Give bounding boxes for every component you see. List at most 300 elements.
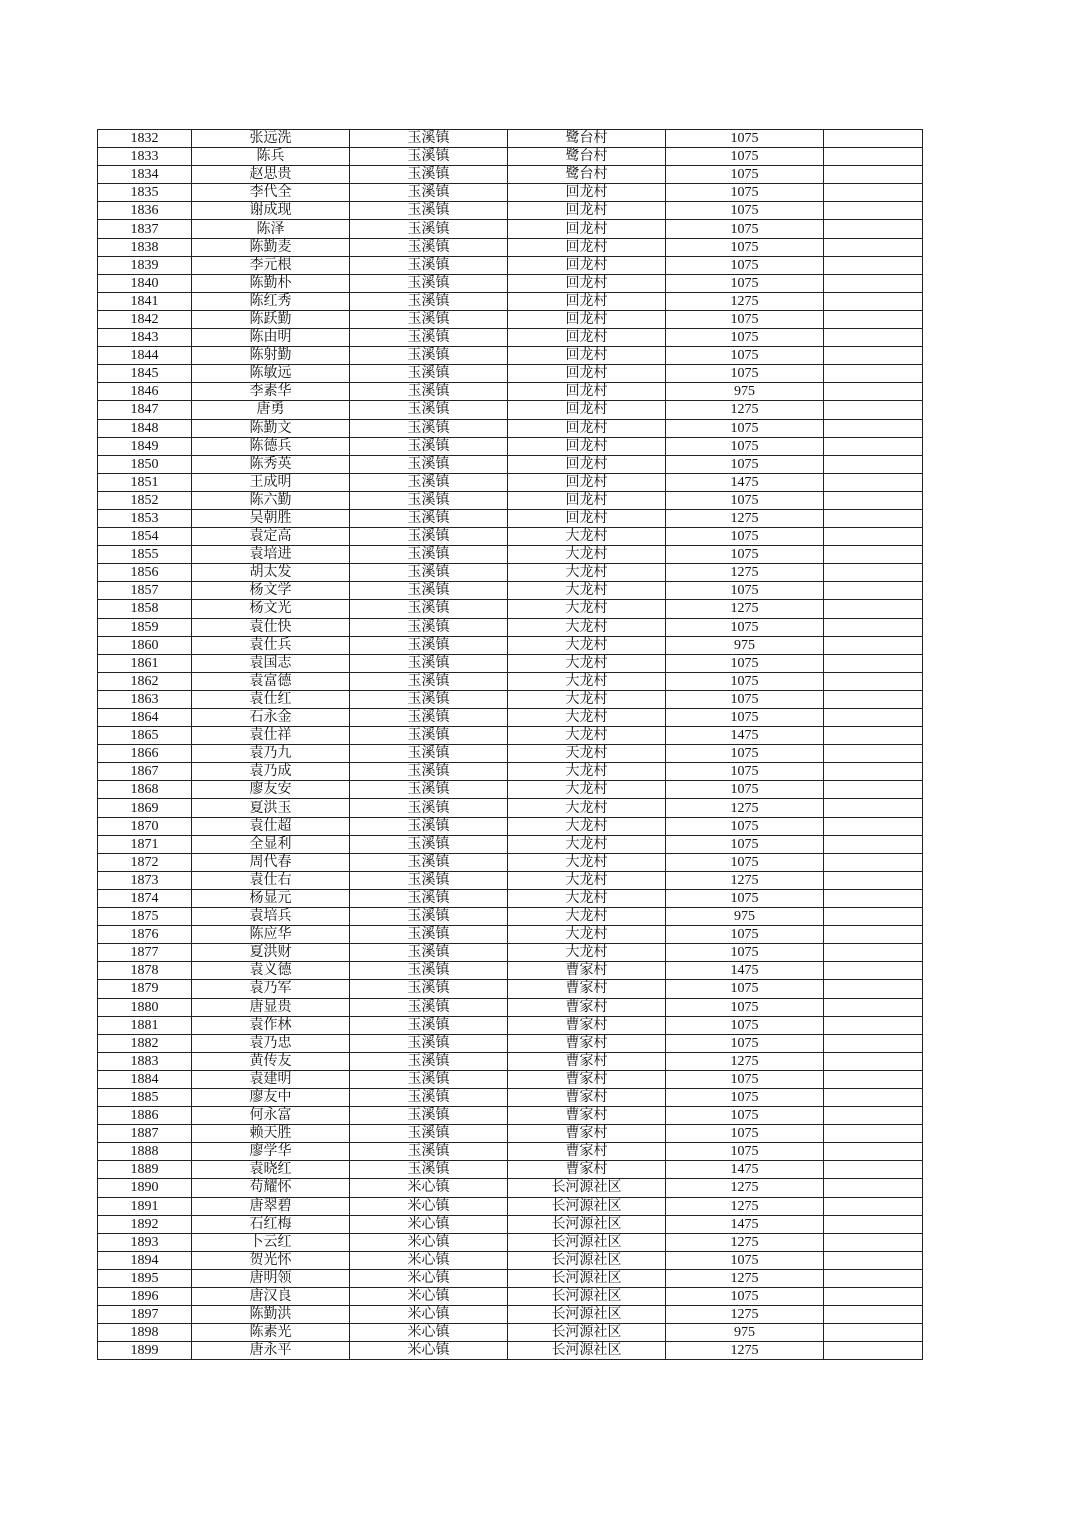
- town-cell: 玉溪镇: [350, 763, 508, 781]
- name-cell: 陈勤洪: [192, 1306, 350, 1324]
- name-cell: 苟耀怀: [192, 1179, 350, 1197]
- subsidy-table: [97, 129, 923, 1360]
- name-cell: 袁仕红: [192, 690, 350, 708]
- remark-cell: [824, 781, 923, 799]
- amount-cell: 1075: [666, 455, 824, 473]
- town-cell: 玉溪镇: [350, 310, 508, 328]
- serial-cell: 1891: [98, 1197, 192, 1215]
- remark-cell: [824, 365, 923, 383]
- village-cell: 大龙村: [508, 817, 666, 835]
- town-cell: 玉溪镇: [350, 1052, 508, 1070]
- amount-cell: 1075: [666, 763, 824, 781]
- town-cell: 玉溪镇: [350, 1070, 508, 1088]
- village-cell: 回龙村: [508, 473, 666, 491]
- name-cell: 赖天胜: [192, 1125, 350, 1143]
- village-cell: 鹭台村: [508, 130, 666, 148]
- village-cell: 曹家村: [508, 1034, 666, 1052]
- name-cell: 袁仕祥: [192, 727, 350, 745]
- name-cell: 王成明: [192, 473, 350, 491]
- remark-cell: [824, 763, 923, 781]
- village-cell: 大龙村: [508, 709, 666, 727]
- remark-cell: [824, 546, 923, 564]
- name-cell: 袁培进: [192, 546, 350, 564]
- serial-cell: 1835: [98, 184, 192, 202]
- table-row: [98, 274, 923, 292]
- amount-cell: 1075: [666, 835, 824, 853]
- village-cell: 曹家村: [508, 962, 666, 980]
- table-row: [98, 1233, 923, 1251]
- remark-cell: [824, 1052, 923, 1070]
- village-cell: 曹家村: [508, 1107, 666, 1125]
- remark-cell: [824, 238, 923, 256]
- amount-cell: 1275: [666, 292, 824, 310]
- name-cell: 袁仕快: [192, 618, 350, 636]
- remark-cell: [824, 329, 923, 347]
- amount-cell: 1075: [666, 329, 824, 347]
- table-row: [98, 980, 923, 998]
- village-cell: 大龙村: [508, 564, 666, 582]
- name-cell: 袁乃九: [192, 745, 350, 763]
- village-cell: 大龙村: [508, 889, 666, 907]
- town-cell: 玉溪镇: [350, 835, 508, 853]
- village-cell: 大龙村: [508, 781, 666, 799]
- amount-cell: 1075: [666, 365, 824, 383]
- remark-cell: [824, 1161, 923, 1179]
- name-cell: 唐勇: [192, 401, 350, 419]
- town-cell: 玉溪镇: [350, 1125, 508, 1143]
- village-cell: 长河源社区: [508, 1215, 666, 1233]
- town-cell: 米心镇: [350, 1215, 508, 1233]
- remark-cell: [824, 654, 923, 672]
- village-cell: 大龙村: [508, 582, 666, 600]
- town-cell: 玉溪镇: [350, 889, 508, 907]
- serial-cell: 1841: [98, 292, 192, 310]
- remark-cell: [824, 998, 923, 1016]
- village-cell: 回龙村: [508, 310, 666, 328]
- amount-cell: 1075: [666, 1125, 824, 1143]
- remark-cell: [824, 835, 923, 853]
- name-cell: 陈德兵: [192, 437, 350, 455]
- name-cell: 袁仕兵: [192, 636, 350, 654]
- name-cell: 唐永平: [192, 1342, 350, 1360]
- serial-cell: 1888: [98, 1143, 192, 1161]
- table-row: [98, 799, 923, 817]
- amount-cell: 1075: [666, 1107, 824, 1125]
- table-row: [98, 1197, 923, 1215]
- amount-cell: 975: [666, 908, 824, 926]
- village-cell: 长河源社区: [508, 1179, 666, 1197]
- remark-cell: [824, 1197, 923, 1215]
- table-row: [98, 618, 923, 636]
- town-cell: 玉溪镇: [350, 292, 508, 310]
- table-row: [98, 419, 923, 437]
- amount-cell: 1075: [666, 310, 824, 328]
- town-cell: 玉溪镇: [350, 853, 508, 871]
- serial-cell: 1869: [98, 799, 192, 817]
- name-cell: 夏洪玉: [192, 799, 350, 817]
- name-cell: 周代春: [192, 853, 350, 871]
- town-cell: 玉溪镇: [350, 347, 508, 365]
- town-cell: 米心镇: [350, 1251, 508, 1269]
- serial-cell: 1874: [98, 889, 192, 907]
- amount-cell: 1075: [666, 998, 824, 1016]
- amount-cell: 1075: [666, 166, 824, 184]
- name-cell: 夏洪财: [192, 944, 350, 962]
- amount-cell: 1275: [666, 799, 824, 817]
- amount-cell: 1475: [666, 1161, 824, 1179]
- amount-cell: 1475: [666, 962, 824, 980]
- serial-cell: 1840: [98, 274, 192, 292]
- town-cell: 玉溪镇: [350, 202, 508, 220]
- table-row: [98, 1088, 923, 1106]
- amount-cell: 1475: [666, 473, 824, 491]
- remark-cell: [824, 1324, 923, 1342]
- table-row: [98, 1342, 923, 1360]
- table-row: [98, 1052, 923, 1070]
- name-cell: 卜云红: [192, 1233, 350, 1251]
- village-cell: 曹家村: [508, 1052, 666, 1070]
- amount-cell: 1075: [666, 148, 824, 166]
- name-cell: 陈红秀: [192, 292, 350, 310]
- town-cell: 玉溪镇: [350, 238, 508, 256]
- amount-cell: 1075: [666, 546, 824, 564]
- village-cell: 曹家村: [508, 1125, 666, 1143]
- amount-cell: 1275: [666, 1197, 824, 1215]
- town-cell: 玉溪镇: [350, 944, 508, 962]
- amount-cell: 975: [666, 636, 824, 654]
- town-cell: 玉溪镇: [350, 365, 508, 383]
- serial-cell: 1866: [98, 745, 192, 763]
- remark-cell: [824, 1306, 923, 1324]
- table-row: [98, 727, 923, 745]
- remark-cell: [824, 148, 923, 166]
- table-row: [98, 871, 923, 889]
- village-cell: 大龙村: [508, 763, 666, 781]
- remark-cell: [824, 1342, 923, 1360]
- town-cell: 玉溪镇: [350, 817, 508, 835]
- name-cell: 杨文光: [192, 600, 350, 618]
- table-row: [98, 292, 923, 310]
- remark-cell: [824, 130, 923, 148]
- remark-cell: [824, 745, 923, 763]
- village-cell: 大龙村: [508, 690, 666, 708]
- table-row: [98, 1034, 923, 1052]
- town-cell: 玉溪镇: [350, 871, 508, 889]
- town-cell: 玉溪镇: [350, 908, 508, 926]
- table-row: [98, 256, 923, 274]
- serial-cell: 1855: [98, 546, 192, 564]
- serial-cell: 1839: [98, 256, 192, 274]
- name-cell: 陈敏远: [192, 365, 350, 383]
- remark-cell: [824, 256, 923, 274]
- amount-cell: 1075: [666, 690, 824, 708]
- table-row: [98, 1016, 923, 1034]
- remark-cell: [824, 455, 923, 473]
- amount-cell: 1075: [666, 1251, 824, 1269]
- amount-cell: 1275: [666, 1342, 824, 1360]
- remark-cell: [824, 690, 923, 708]
- table-row: [98, 365, 923, 383]
- town-cell: 玉溪镇: [350, 1161, 508, 1179]
- name-cell: 石红梅: [192, 1215, 350, 1233]
- table-row: [98, 1179, 923, 1197]
- village-cell: 回龙村: [508, 220, 666, 238]
- village-cell: 长河源社区: [508, 1288, 666, 1306]
- serial-cell: 1896: [98, 1288, 192, 1306]
- name-cell: 陈应华: [192, 926, 350, 944]
- village-cell: 大龙村: [508, 654, 666, 672]
- town-cell: 玉溪镇: [350, 148, 508, 166]
- table-row: [98, 473, 923, 491]
- name-cell: 谢成现: [192, 202, 350, 220]
- amount-cell: 1075: [666, 202, 824, 220]
- village-cell: 大龙村: [508, 672, 666, 690]
- remark-cell: [824, 220, 923, 238]
- remark-cell: [824, 1179, 923, 1197]
- name-cell: 李素华: [192, 383, 350, 401]
- serial-cell: 1887: [98, 1125, 192, 1143]
- table-row: [98, 383, 923, 401]
- amount-cell: 1275: [666, 1233, 824, 1251]
- village-cell: 大龙村: [508, 546, 666, 564]
- table-row: [98, 437, 923, 455]
- serial-cell: 1881: [98, 1016, 192, 1034]
- remark-cell: [824, 1070, 923, 1088]
- table-row: [98, 763, 923, 781]
- name-cell: 唐明领: [192, 1269, 350, 1287]
- remark-cell: [824, 1288, 923, 1306]
- serial-cell: 1890: [98, 1179, 192, 1197]
- table-row: [98, 564, 923, 582]
- table-row: [98, 1161, 923, 1179]
- village-cell: 曹家村: [508, 1016, 666, 1034]
- remark-cell: [824, 1107, 923, 1125]
- town-cell: 玉溪镇: [350, 672, 508, 690]
- remark-cell: [824, 889, 923, 907]
- amount-cell: 1075: [666, 1088, 824, 1106]
- town-cell: 玉溪镇: [350, 1016, 508, 1034]
- table-row: [98, 1306, 923, 1324]
- serial-cell: 1865: [98, 727, 192, 745]
- table-row: [98, 636, 923, 654]
- village-cell: 曹家村: [508, 1088, 666, 1106]
- table-row: [98, 148, 923, 166]
- table-row: [98, 962, 923, 980]
- serial-cell: 1860: [98, 636, 192, 654]
- village-cell: 曹家村: [508, 1161, 666, 1179]
- town-cell: 玉溪镇: [350, 1034, 508, 1052]
- remark-cell: [824, 473, 923, 491]
- remark-cell: [824, 437, 923, 455]
- serial-cell: 1858: [98, 600, 192, 618]
- serial-cell: 1862: [98, 672, 192, 690]
- amount-cell: 1075: [666, 709, 824, 727]
- amount-cell: 1075: [666, 1034, 824, 1052]
- village-cell: 回龙村: [508, 202, 666, 220]
- town-cell: 米心镇: [350, 1179, 508, 1197]
- table-row: [98, 908, 923, 926]
- town-cell: 玉溪镇: [350, 926, 508, 944]
- remark-cell: [824, 600, 923, 618]
- serial-cell: 1889: [98, 1161, 192, 1179]
- serial-cell: 1852: [98, 491, 192, 509]
- village-cell: 长河源社区: [508, 1306, 666, 1324]
- town-cell: 玉溪镇: [350, 781, 508, 799]
- serial-cell: 1894: [98, 1251, 192, 1269]
- name-cell: 袁国志: [192, 654, 350, 672]
- village-cell: 回龙村: [508, 292, 666, 310]
- village-cell: 回龙村: [508, 329, 666, 347]
- serial-cell: 1859: [98, 618, 192, 636]
- town-cell: 玉溪镇: [350, 998, 508, 1016]
- serial-cell: 1871: [98, 835, 192, 853]
- town-cell: 玉溪镇: [350, 727, 508, 745]
- remark-cell: [824, 799, 923, 817]
- town-cell: 玉溪镇: [350, 980, 508, 998]
- town-cell: 玉溪镇: [350, 473, 508, 491]
- amount-cell: 1075: [666, 274, 824, 292]
- name-cell: 赵思贵: [192, 166, 350, 184]
- village-cell: 大龙村: [508, 528, 666, 546]
- table-row: [98, 1143, 923, 1161]
- remark-cell: [824, 1251, 923, 1269]
- table-row: [98, 672, 923, 690]
- remark-cell: [824, 564, 923, 582]
- remark-cell: [824, 184, 923, 202]
- village-cell: 回龙村: [508, 347, 666, 365]
- name-cell: 廖友安: [192, 781, 350, 799]
- name-cell: 袁仕右: [192, 871, 350, 889]
- table-row: [98, 1070, 923, 1088]
- village-cell: 回龙村: [508, 383, 666, 401]
- table-row: [98, 944, 923, 962]
- name-cell: 黄传友: [192, 1052, 350, 1070]
- remark-cell: [824, 636, 923, 654]
- town-cell: 米心镇: [350, 1233, 508, 1251]
- town-cell: 玉溪镇: [350, 329, 508, 347]
- amount-cell: 1075: [666, 944, 824, 962]
- town-cell: 玉溪镇: [350, 419, 508, 437]
- serial-cell: 1850: [98, 455, 192, 473]
- village-cell: 长河源社区: [508, 1233, 666, 1251]
- town-cell: 玉溪镇: [350, 383, 508, 401]
- name-cell: 袁晓红: [192, 1161, 350, 1179]
- serial-cell: 1868: [98, 781, 192, 799]
- remark-cell: [824, 383, 923, 401]
- amount-cell: 1075: [666, 853, 824, 871]
- amount-cell: 1275: [666, 1269, 824, 1287]
- table-row: [98, 238, 923, 256]
- village-cell: 长河源社区: [508, 1197, 666, 1215]
- name-cell: 陈泽: [192, 220, 350, 238]
- serial-cell: 1876: [98, 926, 192, 944]
- name-cell: 陈六勤: [192, 491, 350, 509]
- remark-cell: [824, 419, 923, 437]
- table-row: [98, 1324, 923, 1342]
- table-row: [98, 329, 923, 347]
- town-cell: 玉溪镇: [350, 799, 508, 817]
- remark-cell: [824, 727, 923, 745]
- amount-cell: 1075: [666, 1143, 824, 1161]
- amount-cell: 975: [666, 383, 824, 401]
- table-row: [98, 1251, 923, 1269]
- town-cell: 玉溪镇: [350, 1088, 508, 1106]
- name-cell: 袁仕超: [192, 817, 350, 835]
- name-cell: 陈兵: [192, 148, 350, 166]
- village-cell: 回龙村: [508, 238, 666, 256]
- town-cell: 玉溪镇: [350, 166, 508, 184]
- village-cell: 回龙村: [508, 274, 666, 292]
- town-cell: 玉溪镇: [350, 709, 508, 727]
- village-cell: 回龙村: [508, 419, 666, 437]
- village-cell: 大龙村: [508, 908, 666, 926]
- table-row: [98, 1288, 923, 1306]
- serial-cell: 1872: [98, 853, 192, 871]
- remark-cell: [824, 926, 923, 944]
- serial-cell: 1897: [98, 1306, 192, 1324]
- amount-cell: 1275: [666, 871, 824, 889]
- name-cell: 袁建明: [192, 1070, 350, 1088]
- serial-cell: 1878: [98, 962, 192, 980]
- name-cell: 袁乃军: [192, 980, 350, 998]
- remark-cell: [824, 871, 923, 889]
- name-cell: 袁作林: [192, 1016, 350, 1034]
- town-cell: 玉溪镇: [350, 962, 508, 980]
- name-cell: 袁乃成: [192, 763, 350, 781]
- village-cell: 大龙村: [508, 853, 666, 871]
- table-row: [98, 709, 923, 727]
- town-cell: 米心镇: [350, 1324, 508, 1342]
- amount-cell: 1275: [666, 1306, 824, 1324]
- table-row: [98, 781, 923, 799]
- amount-cell: 975: [666, 1324, 824, 1342]
- village-cell: 曹家村: [508, 1070, 666, 1088]
- village-cell: 大龙村: [508, 600, 666, 618]
- serial-cell: 1844: [98, 347, 192, 365]
- amount-cell: 1275: [666, 509, 824, 527]
- table-row: [98, 347, 923, 365]
- remark-cell: [824, 853, 923, 871]
- serial-cell: 1834: [98, 166, 192, 184]
- amount-cell: 1075: [666, 238, 824, 256]
- remark-cell: [824, 1143, 923, 1161]
- remark-cell: [824, 202, 923, 220]
- name-cell: 唐汉良: [192, 1288, 350, 1306]
- serial-cell: 1864: [98, 709, 192, 727]
- table-row: [98, 853, 923, 871]
- name-cell: 陈素光: [192, 1324, 350, 1342]
- name-cell: 陈勤文: [192, 419, 350, 437]
- serial-cell: 1853: [98, 509, 192, 527]
- town-cell: 玉溪镇: [350, 618, 508, 636]
- village-cell: 大龙村: [508, 799, 666, 817]
- table-row: [98, 401, 923, 419]
- village-cell: 长河源社区: [508, 1269, 666, 1287]
- village-cell: 大龙村: [508, 835, 666, 853]
- serial-cell: 1846: [98, 383, 192, 401]
- remark-cell: [824, 1088, 923, 1106]
- table-row: [98, 546, 923, 564]
- town-cell: 玉溪镇: [350, 528, 508, 546]
- name-cell: 唐翠碧: [192, 1197, 350, 1215]
- town-cell: 玉溪镇: [350, 437, 508, 455]
- amount-cell: 1075: [666, 672, 824, 690]
- amount-cell: 1275: [666, 1052, 824, 1070]
- remark-cell: [824, 908, 923, 926]
- village-cell: 大龙村: [508, 618, 666, 636]
- village-cell: 大龙村: [508, 871, 666, 889]
- amount-cell: 1075: [666, 926, 824, 944]
